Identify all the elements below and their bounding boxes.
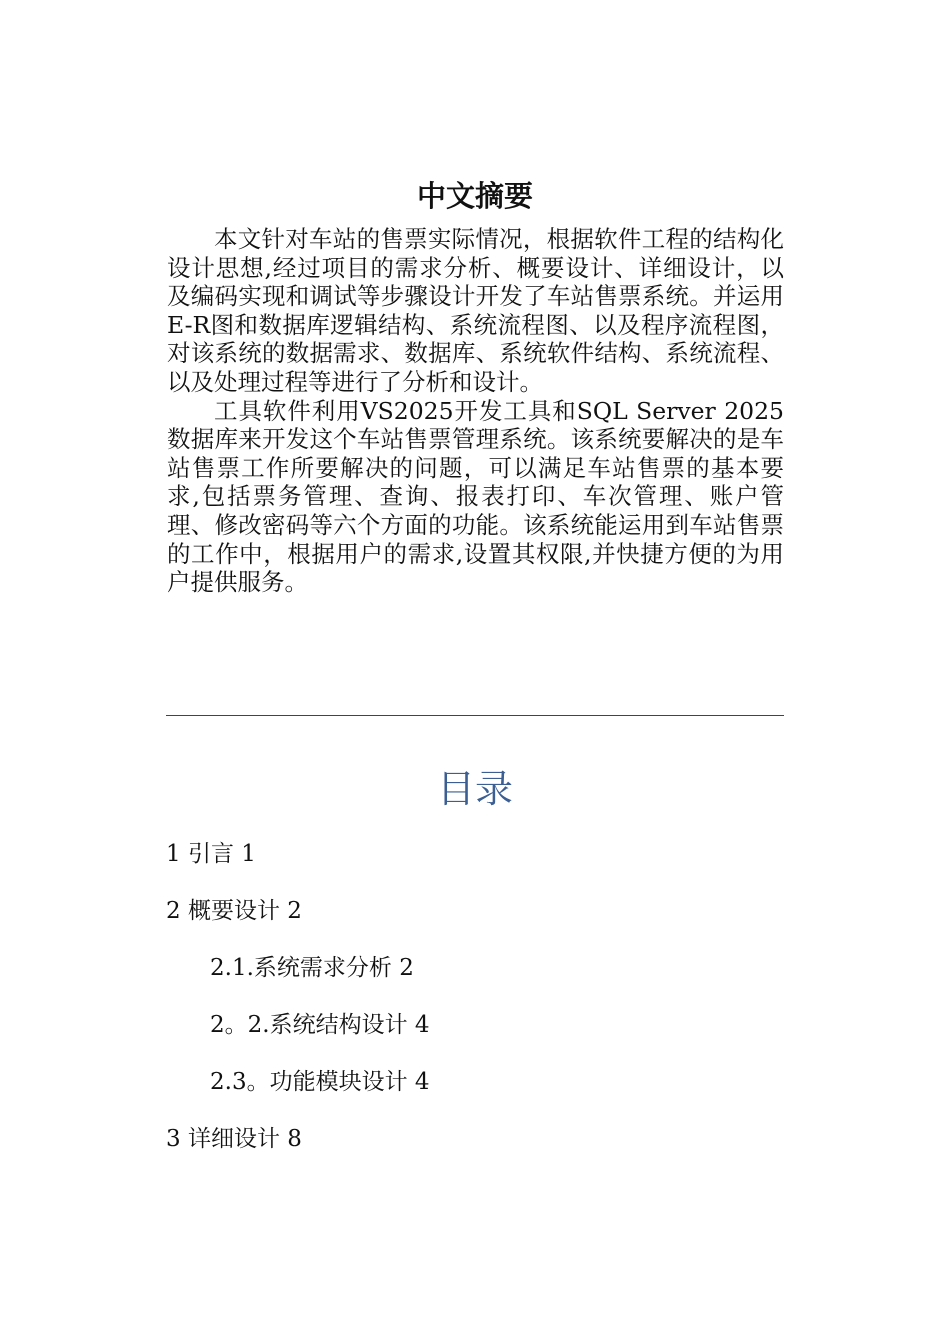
abstract-body	[167, 225, 784, 597]
toc-item-overview-design[interactable]: 2 概要设计 2	[166, 898, 302, 924]
abstract-paragraph-1: 本文针对车站的售票实际情况，根据软件工程的结构化设计思想,经过项目的需求分析、概要设计、详细设计，以及编码实现和调试等步骤设计开发了车站售票系统。并运用E-R图和数据库逻辑结构、系统流程图、以及程序流程图，对该系统的数据需求、数据库、系统软件结构、系统流程、以及处理过程等进行了分析和设计。	[167, 225, 784, 396]
toc-item-intro[interactable]: 1 引言 1	[166, 841, 256, 867]
abstract-title: 中文摘要	[416, 179, 533, 213]
abstract-paragraph-2: 工具软件利用VS2025开发工具和SQL Server 2025数据库来开发这个车站售票管理系统。该系统要解决的是车站售票工作所要解决的问题，可以满足车站售票的基本要求,包括票务管理、查询、报表打印、车次管理、账户管理、修改密码等六个方面的功能。该系统能运用到车站售票的工作中，根据用户的需求,设置其权限,并快捷方便的为用户提供服务。	[167, 396, 784, 597]
toc-title: 目录	[436, 767, 513, 811]
toc-item-structure-design[interactable]: 2。2.系统结构设计 4	[210, 1012, 430, 1038]
toc-item-detailed-design[interactable]: 3 详细设计 8	[166, 1126, 302, 1152]
toc-item-requirements-analysis[interactable]: 2.1.系统需求分析 2	[210, 955, 414, 981]
toc-item-module-design[interactable]: 2.3。功能模块设计 4	[210, 1069, 430, 1095]
section-divider	[166, 715, 784, 716]
